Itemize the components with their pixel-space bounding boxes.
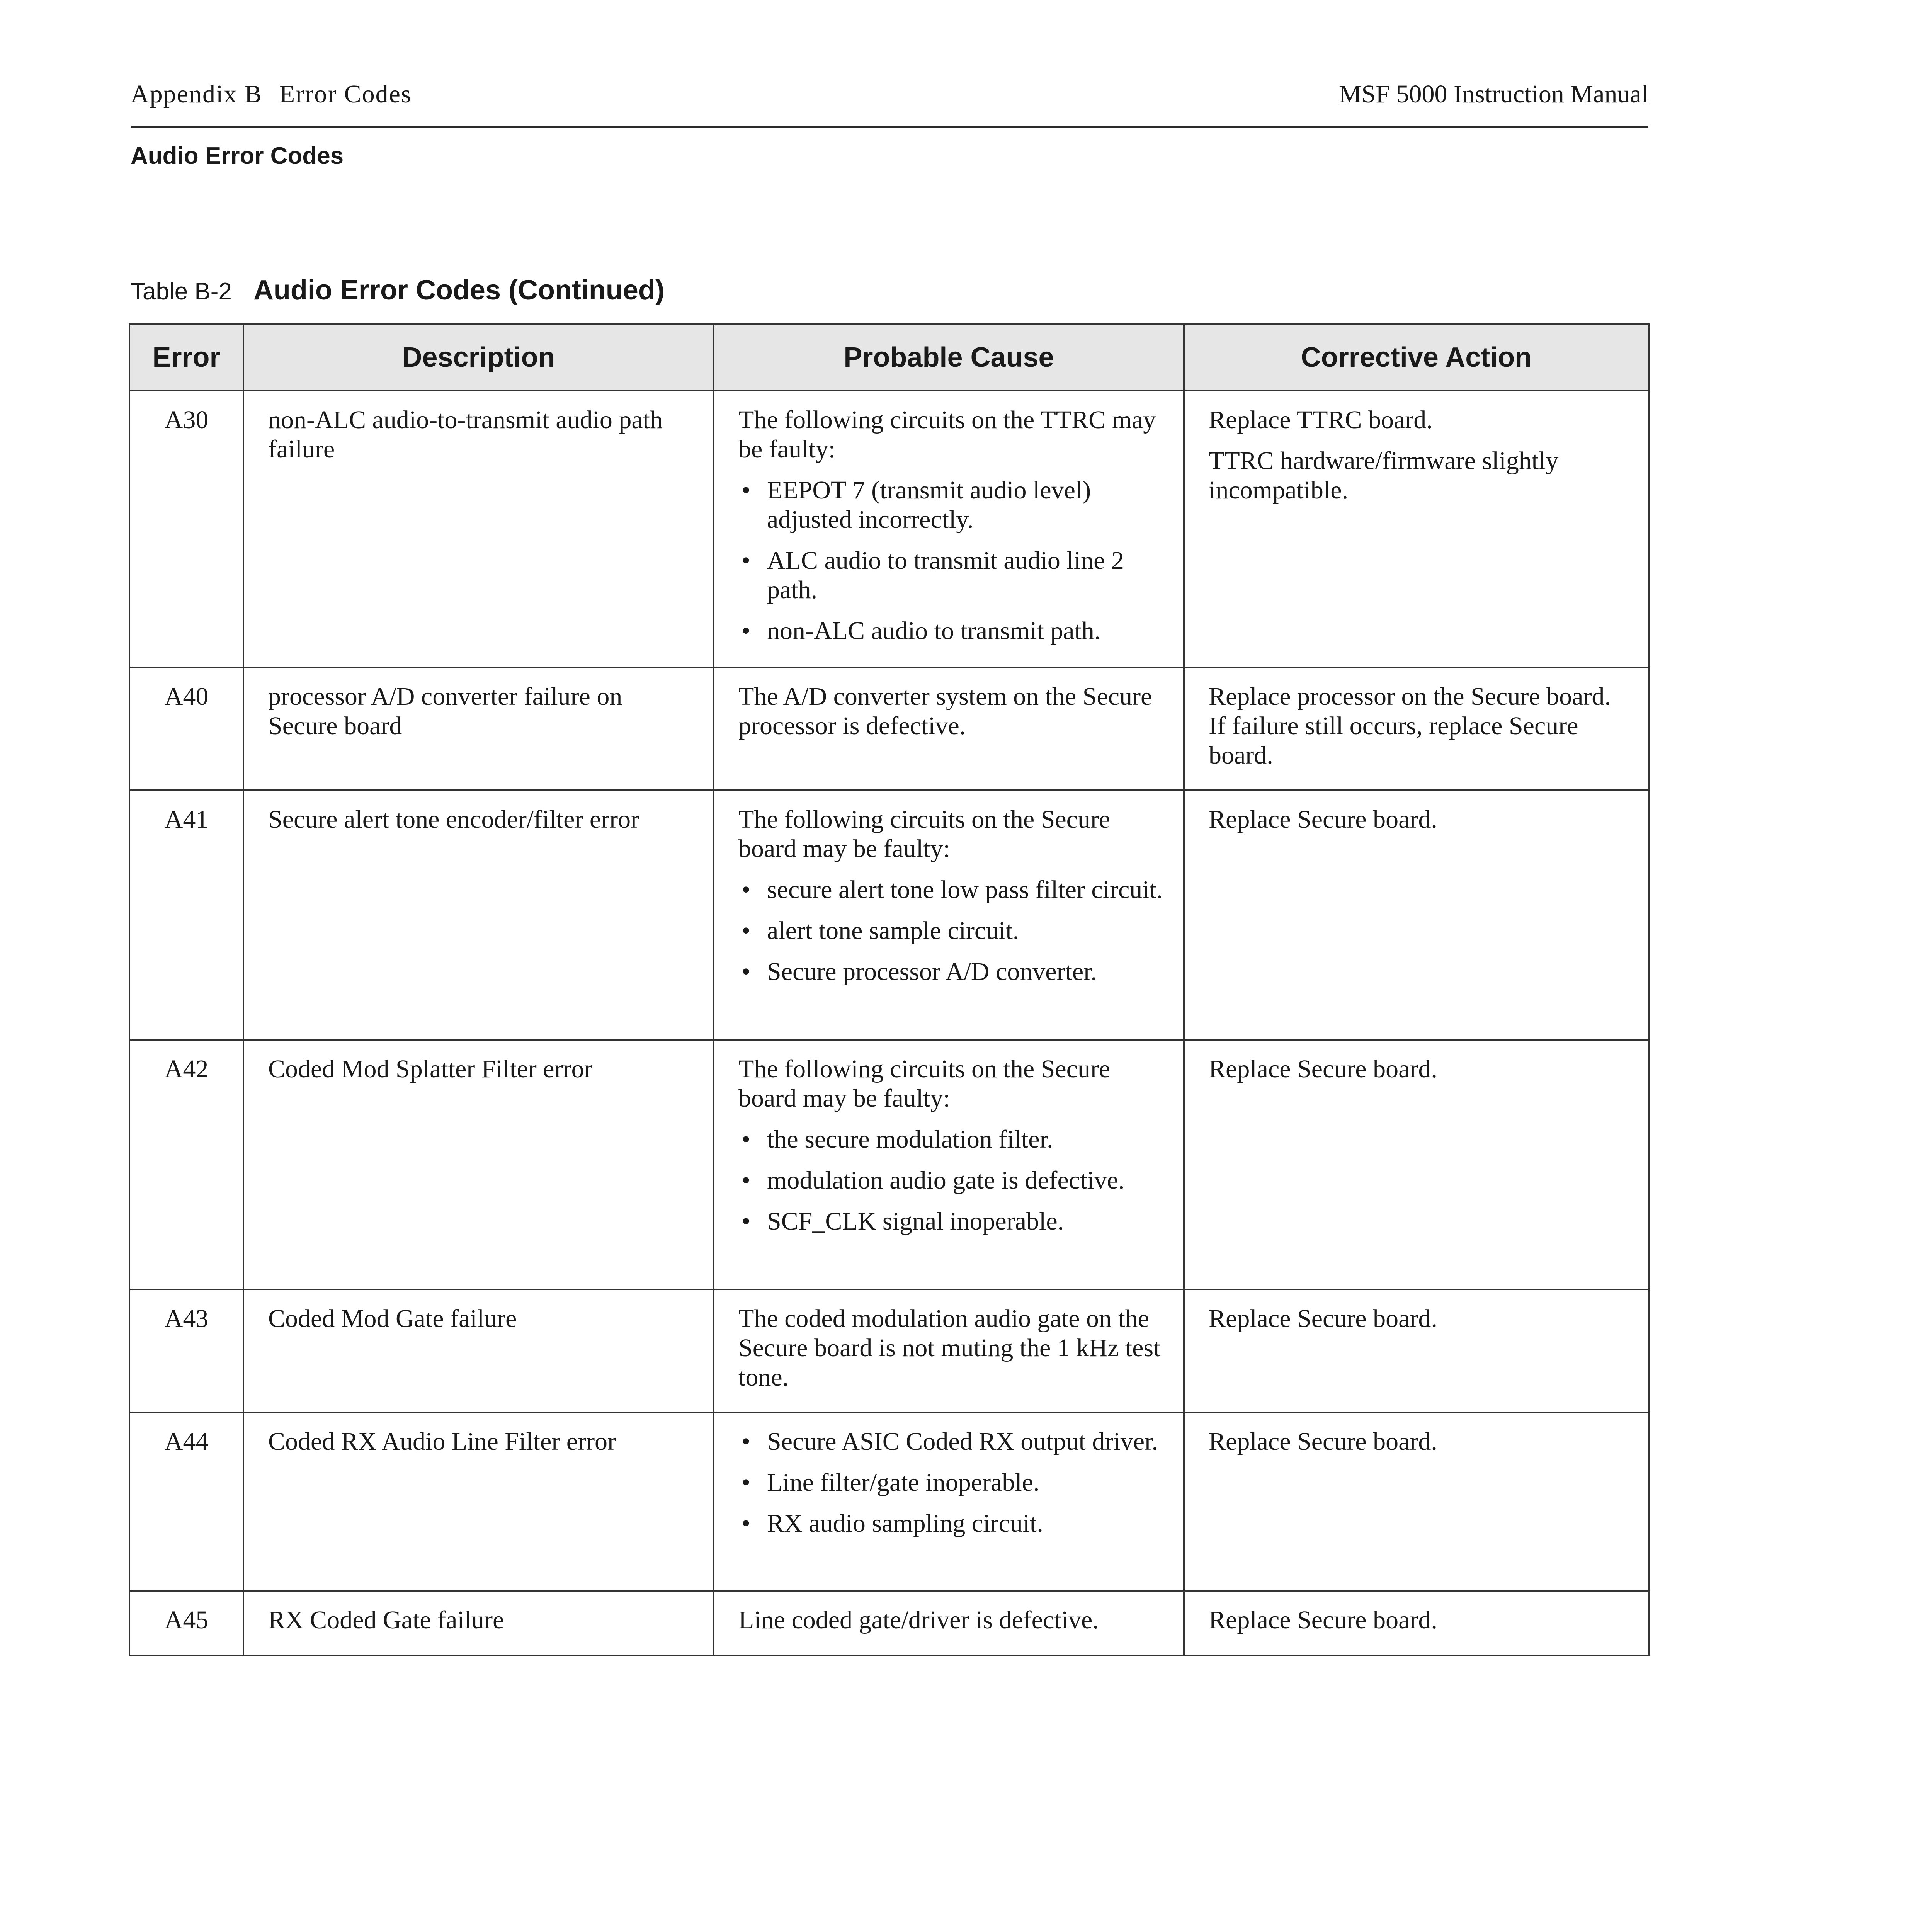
probable-cause bbox=[714, 1412, 1184, 1591]
list-item bbox=[738, 875, 1168, 905]
action-text: Replace Secure board. bbox=[1209, 1304, 1437, 1333]
corrective-action bbox=[1184, 667, 1649, 790]
table-caption bbox=[131, 274, 665, 306]
list-item bbox=[738, 1166, 1168, 1195]
action-text: Replace Secure board. bbox=[1209, 1427, 1437, 1456]
bullet-icon: • bbox=[742, 1166, 751, 1194]
error-description: Coded Mod Splatter Filter error bbox=[243, 1040, 714, 1289]
probable-cause bbox=[714, 790, 1184, 1040]
table-title: Audio Error Codes (Continued) bbox=[253, 275, 665, 306]
action-text: TTRC hardware/firmware slightly incompatible. bbox=[1209, 447, 1559, 504]
list-item bbox=[738, 957, 1168, 986]
list-item bbox=[738, 916, 1168, 946]
corrective-action bbox=[1184, 1591, 1649, 1656]
bullet-icon: • bbox=[742, 617, 751, 645]
error-code: A45 bbox=[129, 1591, 243, 1656]
error-description: Secure alert tone encoder/filter error bbox=[243, 790, 714, 1040]
cause-intro: The following circuits on the Secure board may be faulty: bbox=[738, 1055, 1111, 1112]
list-item bbox=[738, 1427, 1168, 1456]
error-code: A41 bbox=[129, 790, 243, 1040]
error-code: A43 bbox=[129, 1289, 243, 1412]
probable-cause bbox=[714, 391, 1184, 667]
bullet-icon: • bbox=[742, 476, 751, 504]
cause-list bbox=[738, 1427, 1168, 1538]
cause-list bbox=[738, 875, 1168, 986]
error-description: Coded Mod Gate failure bbox=[243, 1289, 714, 1412]
cause-item: non-ALC audio to transmit path. bbox=[767, 617, 1101, 645]
bullet-icon: • bbox=[742, 1509, 751, 1537]
error-description: RX Coded Gate failure bbox=[243, 1591, 714, 1656]
cause-intro: The A/D converter system on the Secure processor is defective. bbox=[738, 682, 1152, 740]
bullet-icon: • bbox=[742, 546, 751, 575]
list-item bbox=[738, 1207, 1168, 1236]
probable-cause bbox=[714, 1289, 1184, 1412]
cause-item: Secure ASIC Coded RX output driver. bbox=[767, 1427, 1158, 1456]
cause-list bbox=[738, 476, 1168, 646]
cause-item: RX audio sampling circuit. bbox=[767, 1509, 1043, 1537]
error-code: A42 bbox=[129, 1040, 243, 1289]
running-header-left bbox=[131, 80, 412, 109]
list-item bbox=[738, 616, 1168, 646]
corrective-action bbox=[1184, 391, 1649, 667]
action-text: Replace TTRC board. bbox=[1209, 406, 1433, 434]
cause-list bbox=[738, 1125, 1168, 1236]
cause-item: Line filter/gate inoperable. bbox=[767, 1468, 1040, 1497]
table-row bbox=[129, 1412, 1649, 1591]
action-text: Replace Secure board. bbox=[1209, 1606, 1437, 1634]
cause-item: the secure modulation filter. bbox=[767, 1125, 1053, 1153]
column-header-corrective-action: Corrective Action bbox=[1184, 324, 1649, 391]
cause-item: EEPOT 7 (transmit audio level) adjusted incorrectly. bbox=[767, 476, 1091, 534]
error-description: processor A/D converter failure on Secure board bbox=[243, 667, 714, 790]
table-number: Table B-2 bbox=[131, 278, 232, 305]
section-title: Audio Error Codes bbox=[131, 143, 344, 169]
corrective-action bbox=[1184, 1040, 1649, 1289]
bullet-icon: • bbox=[742, 1125, 751, 1153]
manual-title: MSF 5000 Instruction Manual bbox=[1338, 80, 1648, 108]
bullet-icon: • bbox=[742, 876, 751, 904]
table-row bbox=[129, 1289, 1649, 1412]
chapter-label: Error Codes bbox=[279, 80, 412, 108]
list-item bbox=[738, 546, 1168, 605]
cause-intro: The following circuits on the Secure board may be faulty: bbox=[738, 805, 1111, 863]
cause-intro: The following circuits on the TTRC may be faulty: bbox=[738, 406, 1156, 463]
cause-item: ALC audio to transmit audio line 2 path. bbox=[767, 546, 1124, 604]
bullet-icon: • bbox=[742, 1468, 751, 1497]
cause-item: SCF_CLK signal inoperable. bbox=[767, 1207, 1064, 1235]
cause-item: modulation audio gate is defective. bbox=[767, 1166, 1125, 1194]
list-item bbox=[738, 1509, 1168, 1538]
list-item bbox=[738, 1468, 1168, 1497]
column-header-description: Description bbox=[243, 324, 714, 391]
probable-cause bbox=[714, 1591, 1184, 1656]
list-item bbox=[738, 1125, 1168, 1154]
bullet-icon: • bbox=[742, 957, 751, 986]
error-code: A44 bbox=[129, 1412, 243, 1591]
table-row bbox=[129, 1040, 1649, 1289]
cause-item: secure alert tone low pass filter circuit. bbox=[767, 876, 1163, 904]
corrective-action bbox=[1184, 1412, 1649, 1591]
probable-cause bbox=[714, 1040, 1184, 1289]
cause-intro: Line coded gate/driver is defective. bbox=[738, 1606, 1099, 1634]
action-text: Replace processor on the Secure board. If failure still occurs, replace Secure board. bbox=[1209, 682, 1611, 769]
header-divider bbox=[131, 126, 1648, 128]
corrective-action bbox=[1184, 790, 1649, 1040]
table-row bbox=[129, 790, 1649, 1040]
error-codes-table bbox=[129, 323, 1650, 1656]
cause-item: alert tone sample circuit. bbox=[767, 917, 1019, 945]
cause-intro: The coded modulation audio gate on the Secure board is not muting the 1 kHz test tone. bbox=[738, 1304, 1161, 1391]
appendix-label: Appendix B bbox=[131, 80, 262, 108]
list-item bbox=[738, 476, 1168, 534]
error-description: non-ALC audio-to-transmit audio path failure bbox=[243, 391, 714, 667]
table-row bbox=[129, 1591, 1649, 1656]
corrective-action bbox=[1184, 1289, 1649, 1412]
action-text: Replace Secure board. bbox=[1209, 1055, 1437, 1083]
table-row bbox=[129, 667, 1649, 790]
error-description: Coded RX Audio Line Filter error bbox=[243, 1412, 714, 1591]
table-row bbox=[129, 391, 1649, 667]
column-header-error: Error bbox=[129, 324, 243, 391]
bullet-icon: • bbox=[742, 1427, 751, 1456]
error-code: A30 bbox=[129, 391, 243, 667]
action-text: Replace Secure board. bbox=[1209, 805, 1437, 833]
bullet-icon: • bbox=[742, 917, 751, 945]
cause-item: Secure processor A/D converter. bbox=[767, 957, 1097, 986]
column-header-probable-cause: Probable Cause bbox=[714, 324, 1184, 391]
probable-cause bbox=[714, 667, 1184, 790]
error-code: A40 bbox=[129, 667, 243, 790]
bullet-icon: • bbox=[742, 1207, 751, 1235]
table-header-row bbox=[129, 324, 1649, 391]
